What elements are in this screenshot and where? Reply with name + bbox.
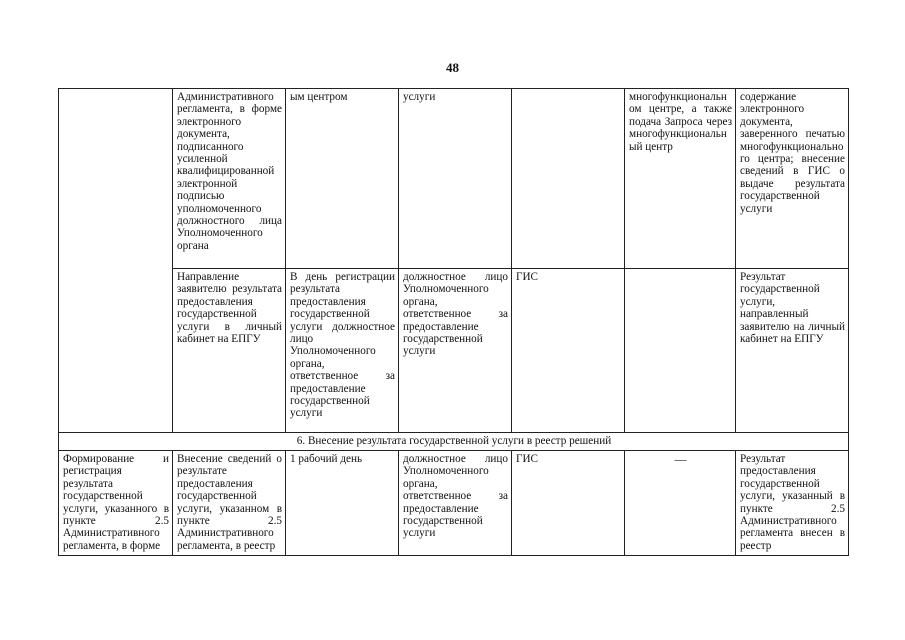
table-cell: Внесение сведений о результате предоставления государственной услуги, указанном в пункте 2.5 Административного регламента, в реестр [173, 451, 286, 556]
table-cell: Результат государственной услуги, направленный заявителю на личный кабинет на ЕПГУ [736, 269, 849, 433]
table-cell: многофункциональном центре, а также подача Запроса через многофункциональный центр [625, 89, 736, 269]
table-row [59, 269, 849, 433]
procedure-table [58, 88, 849, 556]
table-cell: Формирование и регистрация результата государственной услуги, указанного в пункте 2.5 Административного регламента, в форме [59, 451, 173, 556]
table-cell: ГИС [512, 269, 625, 433]
table-row [59, 451, 849, 556]
table-cell: Направление заявителю результата предоставления государственной услуги в личный кабинет на ЕПГУ [173, 269, 286, 433]
table-cell: Результат предоставления государственной услуги, указанный в пункте 2.5 Административного регламента внесен в реестр [736, 451, 849, 556]
table-cell: Административного регламента, в форме электронного документа, подписанного усиленной квалифицированной электронной подписью уполномоченного должностного лица Уполномоченного органа [173, 89, 286, 269]
section-title: 6. Внесение результата государственной услуги в реестр решений [59, 433, 849, 451]
table-cell [512, 89, 625, 269]
table-cell: ГИС [512, 451, 625, 556]
table-row [59, 89, 849, 269]
table-cell: — [625, 451, 736, 556]
page-number: 48 [446, 60, 459, 75]
table-cell: ым центром [286, 89, 399, 269]
table-cell: услуги [399, 89, 512, 269]
table-cell: содержание электронного документа, заверенного печатью многофункционального центра; внесение сведений в ГИС о выдаче результата государственной услуги [736, 89, 849, 269]
table-cell: 1 рабочий день [286, 451, 399, 556]
table-cell [59, 89, 173, 433]
table-cell: В день регистрации результата предоставления государственной услуги должностное лицо Уполномоченного органа, ответственное за предоставление государственной услуги [286, 269, 399, 433]
table-cell [625, 269, 736, 433]
table-cell: должностное лицо Уполномоченного органа, ответственное за предоставление государственной услуги [399, 269, 512, 433]
table-cell: должностное лицо Уполномоченного органа, ответственное за предоставление государственной услуги [399, 451, 512, 556]
section-row [59, 433, 849, 451]
